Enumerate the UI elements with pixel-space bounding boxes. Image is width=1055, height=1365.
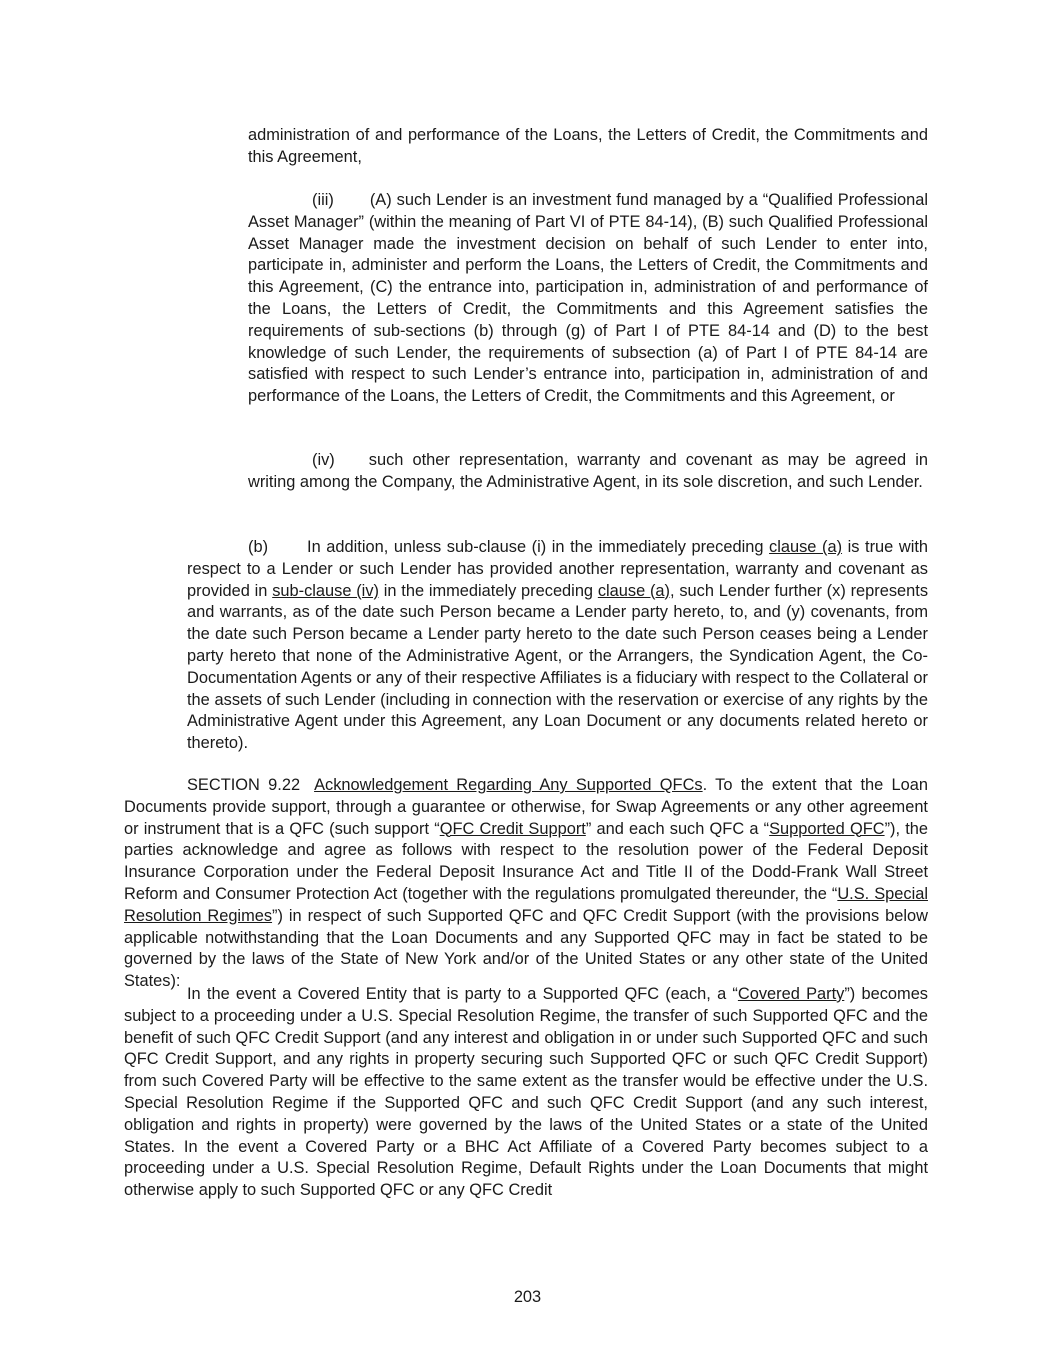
section-text: ”), the parties acknowledge and agree as follows with respect to the resolution power of the Federal Deposit Insurance Corporation under the Federal Deposit Insurance Act and Title II of the Dodd-Frank Wall Street Reform and Consumer Protection Act (together with the regulations promulgated thereunder, the “ <box>124 819 929 903</box>
clause-text: such other representation, warranty and covenant as may be agreed in writing among the Company, the Administrative Agent, in its sole discretion, and such Lender. <box>248 451 928 491</box>
clause-text: , such Lender further (x) represents and warrants, as of the date such Person became a Lender party hereto, to, and (y) covenants, from the date such Person became a Lender party hereto to the date such Person ceases being a Lender party hereto that none of the Administrative Agent, or the Arrangers, the Syndication Agent, the Co-Documentation Agents or any of their respective Affiliates is a fiduciary with respect to the Collateral or the assets of such Lender (including in connection with the reservation or exercise of any rights by the Administrative Agent under this Agreement, any Loan Document or any documents related hereto or thereto). <box>187 581 929 753</box>
defined-term: Covered Party <box>737 985 845 1003</box>
clause-reference: sub-clause (iv) <box>272 581 379 600</box>
clause-label: (b) <box>248 538 269 556</box>
clause-b <box>187 537 928 755</box>
clause-iv <box>248 450 928 494</box>
section-heading: Acknowledgement Regarding Any Supported QFCs <box>314 776 703 794</box>
clause-text: in the immediately preceding <box>378 581 598 600</box>
paragraph-text: ”) becomes subject to a proceeding under a U.S. Special Resolution Regime, the transfer of such Supported QFC and the benefit of such QFC Credit Support (and any interest and obligation in or under such Supported QFC and such QFC Credit Support, and any rights in property securing such Supported QFC or such QFC Credit Support) from such Covered Party will be effective to the same extent as the transfer would be effective under the U.S. Special Resolution Regime if the Supported QFC and such QFC Credit Support (and any such interest, obligation and rights in property) were governed by the laws of the United States or a state of the United States. In the event a Covered Party or a BHC Act Affiliate of a Covered Party becomes subject to a proceeding under a U.S. Special Resolution Regime, Default Rights under the Loan Documents that might otherwise apply to such Supported QFC or any QFC Credit <box>124 985 929 1200</box>
defined-term: Supported QFC <box>769 819 885 838</box>
paragraph-continuation <box>248 125 928 169</box>
paragraph-text: administration of and performance of the Loans, the Letters of Credit, the Commitments and this Agreement, <box>248 126 928 166</box>
section-number: SECTION 9.22 <box>187 776 301 794</box>
clause-iii <box>248 190 928 408</box>
clause-text: is true with respect to a Lender or such Lender has provided another representation, warranty and covenant as provided in <box>187 538 929 600</box>
page-number: 203 <box>513 1288 542 1306</box>
paragraph-text: In the event a Covered Entity that is party to a Supported QFC (each, a “ <box>187 985 738 1003</box>
clause-reference: clause (a) <box>597 581 671 600</box>
section-text: ”) in respect of such Supported QFC and QFC Credit Support (with the provisions below applicable notwithstanding that the Loan Documents and any Supported QFC may in fact be stated to be governed by the laws of the State of New York and/or of the United States or any other state of the United States): <box>124 906 928 991</box>
covered-party-paragraph <box>124 984 928 1202</box>
section-text: ” and each such QFC a “ <box>585 819 770 838</box>
clause-label: (iii) <box>312 191 334 209</box>
clause-reference: clause (a) <box>769 538 843 556</box>
section-9-22 <box>124 775 928 993</box>
defined-term: U.S. Special Resolution Regimes <box>124 884 928 925</box>
clause-label: (iv) <box>312 451 335 469</box>
defined-term: QFC Credit Support <box>439 819 586 838</box>
clause-text: In addition, unless sub-clause (i) in the immediately preceding <box>307 538 770 556</box>
section-text: . To the extent that the Loan Documents provide support, through a guarantee or otherwise, for Swap Agreements or any other agreement or instrument that is a QFC (such support “ <box>124 776 928 838</box>
clause-text: (A) such Lender is an investment fund managed by a “Qualified Professional Asset Manager” (within the meaning of Part VI of PTE 84-14), (B) such Qualified Professional Asset Manager made the investment decision on behalf of such Lender to enter into, participate in, administer and perform the Loans, the Letters of Credit, the Commitments and this Agreement, (C) the entrance into, participation in, administration of and performance of the Loans, the Letters of Credit, the Commitments and this Agreement satisfies the requirements of sub-sections (b) through (g) of Part I of PTE 84-14 and (D) to the best knowledge of such Lender, the requirements of subsection (a) of Part I of PTE 84-14 are satisfied with respect to such Lender’s entrance into, participation in, administration of and performance of the Loans, the Letters of Credit, the Commitments and this Agreement, or <box>248 191 928 406</box>
